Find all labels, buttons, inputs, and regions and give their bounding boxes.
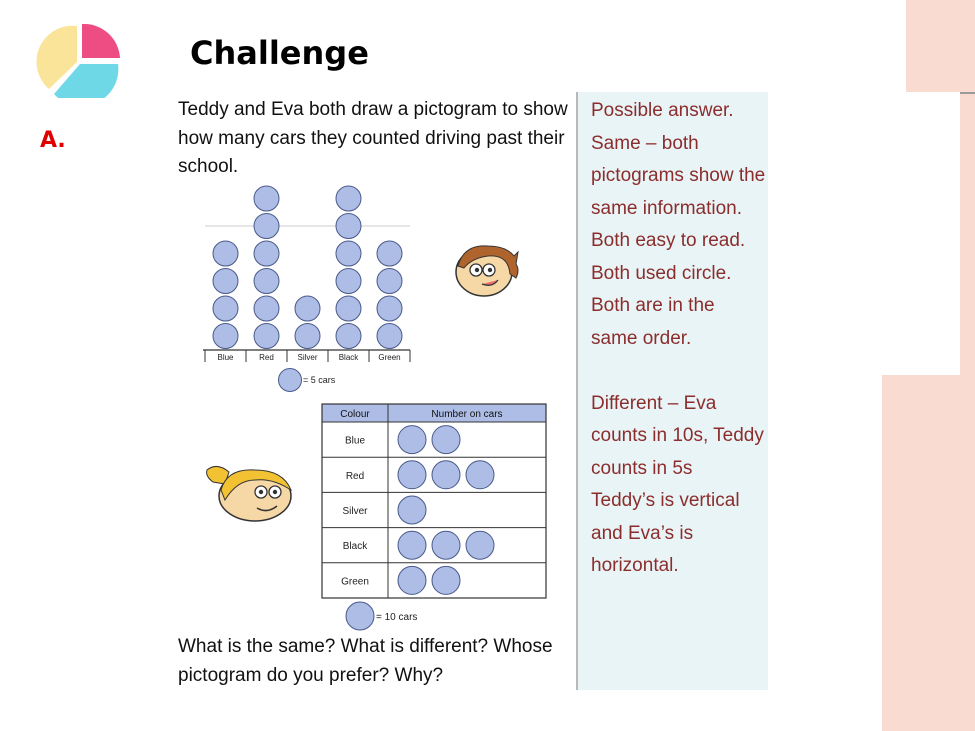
eva-tally-table xyxy=(318,402,550,634)
pictogram-symbol xyxy=(377,241,402,266)
pictogram-symbol xyxy=(432,531,460,559)
pictogram-symbol xyxy=(213,269,238,294)
pictogram-symbol xyxy=(336,214,361,239)
pictogram-symbol xyxy=(398,426,426,454)
category-label: Blue xyxy=(217,353,234,362)
background-decor xyxy=(960,92,975,94)
pictogram-symbol xyxy=(254,296,279,321)
table-header-cell: Colour xyxy=(340,409,370,420)
pictogram-symbol xyxy=(377,269,402,294)
eva-face-icon xyxy=(203,460,295,524)
teddy-face-icon xyxy=(452,240,522,300)
pictogram-symbol xyxy=(432,461,460,489)
task-questions: What is the same? What is different? Whose pictogram do you prefer? Why? xyxy=(178,636,553,686)
pictogram-symbol xyxy=(398,461,426,489)
pictogram-symbol xyxy=(254,186,279,211)
pictogram-symbol xyxy=(336,296,361,321)
key-symbol xyxy=(279,369,302,392)
pictogram-symbol xyxy=(336,186,361,211)
pictogram-symbol xyxy=(295,324,320,349)
pictogram-symbol xyxy=(213,296,238,321)
section-label: A. xyxy=(40,128,66,153)
answer-different: Different – Eva counts in 10s, Teddy counts in 5s Teddy’s is vertical and Eva’s is horizontal. xyxy=(591,392,764,576)
pictogram-symbol xyxy=(336,269,361,294)
pictogram-symbol xyxy=(213,324,238,349)
pictogram-symbol xyxy=(432,566,460,594)
task-intro: Teddy and Eva both draw a pictogram to show how many cars they counted driving past their school. xyxy=(178,99,568,177)
background-decor xyxy=(882,375,975,731)
category-label: Green xyxy=(378,353,401,362)
key-label: = 10 cars xyxy=(376,612,418,623)
table-colour-cell: Silver xyxy=(342,506,368,517)
table-header-cell: Number on cars xyxy=(431,409,503,420)
background-decor xyxy=(882,92,960,375)
answer-same: Possible answer. Same – both pictograms show the same information. Both easy to read. Both used circle. Both are in the same order. xyxy=(591,100,766,349)
pictogram-symbol xyxy=(377,324,402,349)
category-label: Black xyxy=(338,353,359,362)
category-label: Silver xyxy=(297,353,318,362)
table-colour-cell: Blue xyxy=(344,435,366,447)
pictogram-symbol xyxy=(398,531,426,559)
pictogram-symbol xyxy=(254,269,279,294)
table-colour-cell: Green xyxy=(341,576,369,588)
pictogram-symbol xyxy=(254,241,279,266)
pictogram-symbol xyxy=(254,214,279,239)
slide-title: Challenge xyxy=(190,34,369,72)
pictogram-symbol xyxy=(377,296,402,321)
pie-logo-icon xyxy=(36,24,122,98)
answer-text xyxy=(591,95,766,583)
category-label: Red xyxy=(259,353,274,362)
pictogram-symbol xyxy=(254,324,279,349)
pictogram-symbol xyxy=(336,324,361,349)
pictogram-symbol xyxy=(295,296,320,321)
table-colour-cell: Red xyxy=(345,470,365,482)
pictogram-symbol xyxy=(213,241,238,266)
teddy-pictogram xyxy=(200,180,420,392)
pictogram-symbol xyxy=(466,531,494,559)
pictogram-symbol xyxy=(336,241,361,266)
pictogram-symbol xyxy=(466,461,494,489)
key-label: = 5 cars xyxy=(303,375,336,385)
pictogram-symbol xyxy=(398,566,426,594)
pictogram-symbol xyxy=(432,426,460,454)
key-symbol xyxy=(346,602,374,630)
pictogram-symbol xyxy=(398,496,426,524)
table-colour-cell: Black xyxy=(342,541,368,553)
